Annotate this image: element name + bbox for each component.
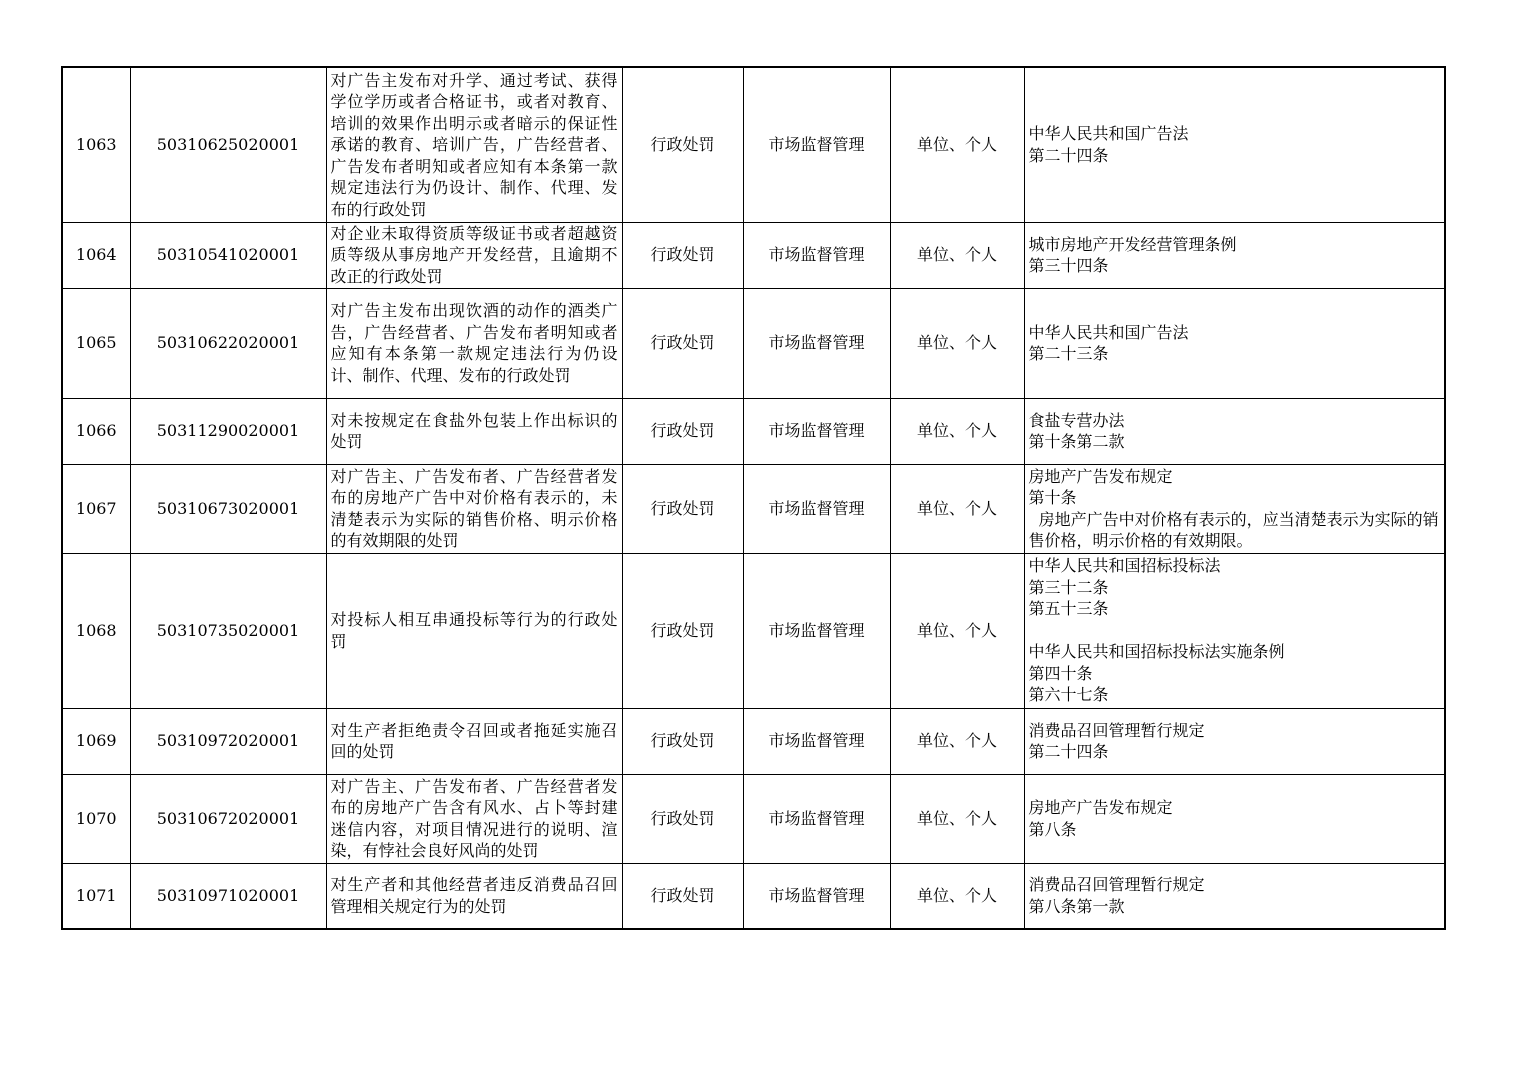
description-cell: 对投标人相互串通投标等行为的行政处罚 <box>326 553 622 708</box>
subject-cell: 单位、个人 <box>890 708 1024 774</box>
basis-line: 消费品召回管理暂行规定 <box>1028 720 1205 740</box>
basis-line: 第十条 <box>1028 488 1077 507</box>
basis-line: 中华人民共和国广告法 <box>1028 322 1189 342</box>
basis-line <box>1029 620 1441 642</box>
code-cell: 50311290020001 <box>130 398 326 464</box>
basis-line: 第四十条 <box>1028 663 1093 683</box>
table-row <box>62 67 1445 222</box>
subject-cell: 单位、个人 <box>890 288 1024 398</box>
description-cell: 对生产者拒绝责令召回或者拖延实施召回的处罚 <box>326 708 622 774</box>
legal-basis-cell <box>1024 464 1445 553</box>
description-cell: 对企业未取得资质等级证书或者超越资质等级从事房地产开发经营，且逾期不改正的行政处罚 <box>326 222 622 288</box>
description-cell: 对未按规定在食盐外包装上作出标识的处罚 <box>326 398 622 464</box>
legal-basis-cell <box>1024 67 1445 222</box>
basis-line: 中华人民共和国招标投标法 <box>1028 556 1221 576</box>
code-cell: 50310971020001 <box>130 863 326 929</box>
department-cell: 市场监督管理 <box>743 708 890 774</box>
code-cell: 50310972020001 <box>130 708 326 774</box>
basis-line: 房地产广告发布规定 <box>1028 798 1173 817</box>
department-cell: 市场监督管理 <box>743 863 890 929</box>
code-cell: 50310622020001 <box>130 288 326 398</box>
subject-cell: 单位、个人 <box>890 398 1024 464</box>
seq-cell: 1070 <box>62 774 130 863</box>
type-cell: 行政处罚 <box>622 708 743 774</box>
seq-cell: 1063 <box>62 67 130 222</box>
type-cell: 行政处罚 <box>622 288 743 398</box>
basis-line: 房地产广告中对价格有表示的，应当清楚表示为实际的销售价格，明示价格的有效期限。 <box>1028 509 1439 550</box>
basis-line: 第十条第二款 <box>1028 432 1125 451</box>
legal-basis-cell <box>1024 288 1445 398</box>
description-cell: 对广告主、广告发布者、广告经营者发布的房地产广告含有风水、占卜等封建迷信内容，对项目情况进行的说明、渲染，有悖社会良好风尚的处罚 <box>326 774 622 863</box>
subject-cell: 单位、个人 <box>890 863 1024 929</box>
seq-cell: 1067 <box>62 464 130 553</box>
code-cell: 50310735020001 <box>130 553 326 708</box>
table-row <box>62 398 1445 464</box>
basis-line: 第五十三条 <box>1028 599 1109 619</box>
basis-line: 城市房地产开发经营管理条例 <box>1028 234 1237 254</box>
table-row <box>62 774 1445 863</box>
seq-cell: 1069 <box>62 708 130 774</box>
subject-cell: 单位、个人 <box>890 222 1024 288</box>
basis-line: 第八条第一款 <box>1028 896 1125 916</box>
description-cell: 对广告主发布对升学、通过考试、获得学位学历或者合格证书，或者对教育、培训的效果作出明示或者暗示的保证性承诺的教育、培训广告，广告经营者、广告发布者明知或者应知有本条第一款规定违法行为仍设计、制作、代理、发布的行政处罚 <box>326 67 622 222</box>
legal-basis-cell <box>1024 863 1445 929</box>
basis-line: 第三十二条 <box>1028 577 1109 597</box>
basis-line: 第二十三条 <box>1028 344 1109 363</box>
subject-cell: 单位、个人 <box>890 774 1024 863</box>
basis-line: 中华人民共和国广告法 <box>1028 124 1189 144</box>
subject-cell: 单位、个人 <box>890 67 1024 222</box>
legal-basis-cell <box>1024 222 1445 288</box>
description-cell: 对生产者和其他经营者违反消费品召回管理相关规定行为的处罚 <box>326 863 622 929</box>
department-cell: 市场监督管理 <box>743 67 890 222</box>
seq-cell: 1064 <box>62 222 130 288</box>
basis-line: 第八条 <box>1028 819 1077 839</box>
legal-basis-cell <box>1024 708 1445 774</box>
table-row <box>62 464 1445 553</box>
basis-line: 食盐专营办法 <box>1028 410 1125 430</box>
department-cell: 市场监督管理 <box>743 398 890 464</box>
department-cell: 市场监督管理 <box>743 553 890 708</box>
department-cell: 市场监督管理 <box>743 774 890 863</box>
basis-line: 第六十七条 <box>1028 685 1109 705</box>
type-cell: 行政处罚 <box>622 553 743 708</box>
description-cell: 对广告主发布出现饮酒的动作的酒类广告，广告经营者、广告发布者明知或者应知有本条第一款规定违法行为仍设计、制作、代理、发布的行政处罚 <box>326 288 622 398</box>
type-cell: 行政处罚 <box>622 222 743 288</box>
basis-line: 中华人民共和国招标投标法实施条例 <box>1028 642 1285 662</box>
code-cell: 50310672020001 <box>130 774 326 863</box>
penalty-items-table <box>61 66 1446 930</box>
basis-line: 第二十四条 <box>1028 742 1109 761</box>
type-cell: 行政处罚 <box>622 774 743 863</box>
type-cell: 行政处罚 <box>622 398 743 464</box>
legal-basis-cell <box>1024 774 1445 863</box>
seq-cell: 1068 <box>62 553 130 708</box>
subject-cell: 单位、个人 <box>890 553 1024 708</box>
basis-line: 房地产广告发布规定 <box>1028 466 1173 486</box>
seq-cell: 1071 <box>62 863 130 929</box>
type-cell: 行政处罚 <box>622 863 743 929</box>
table-row <box>62 222 1445 288</box>
seq-cell: 1065 <box>62 288 130 398</box>
basis-line: 第三十四条 <box>1028 256 1109 275</box>
code-cell: 50310673020001 <box>130 464 326 553</box>
table-row <box>62 708 1445 774</box>
seq-cell: 1066 <box>62 398 130 464</box>
description-cell: 对广告主、广告发布者、广告经营者发布的房地产广告中对价格有表示的，未清楚表示为实际的销售价格、明示价格的有效期限的处罚 <box>326 464 622 553</box>
department-cell: 市场监督管理 <box>743 222 890 288</box>
type-cell: 行政处罚 <box>622 464 743 553</box>
table-row <box>62 288 1445 398</box>
subject-cell: 单位、个人 <box>890 464 1024 553</box>
basis-line: 第二十四条 <box>1028 145 1109 165</box>
table-body <box>62 67 1445 929</box>
code-cell: 50310541020001 <box>130 222 326 288</box>
table-row <box>62 553 1445 708</box>
legal-basis-cell <box>1024 553 1445 708</box>
department-cell: 市场监督管理 <box>743 288 890 398</box>
code-cell: 50310625020001 <box>130 67 326 222</box>
legal-basis-cell <box>1024 398 1445 464</box>
department-cell: 市场监督管理 <box>743 464 890 553</box>
table-row <box>62 863 1445 929</box>
type-cell: 行政处罚 <box>622 67 743 222</box>
basis-line: 消费品召回管理暂行规定 <box>1028 875 1205 895</box>
